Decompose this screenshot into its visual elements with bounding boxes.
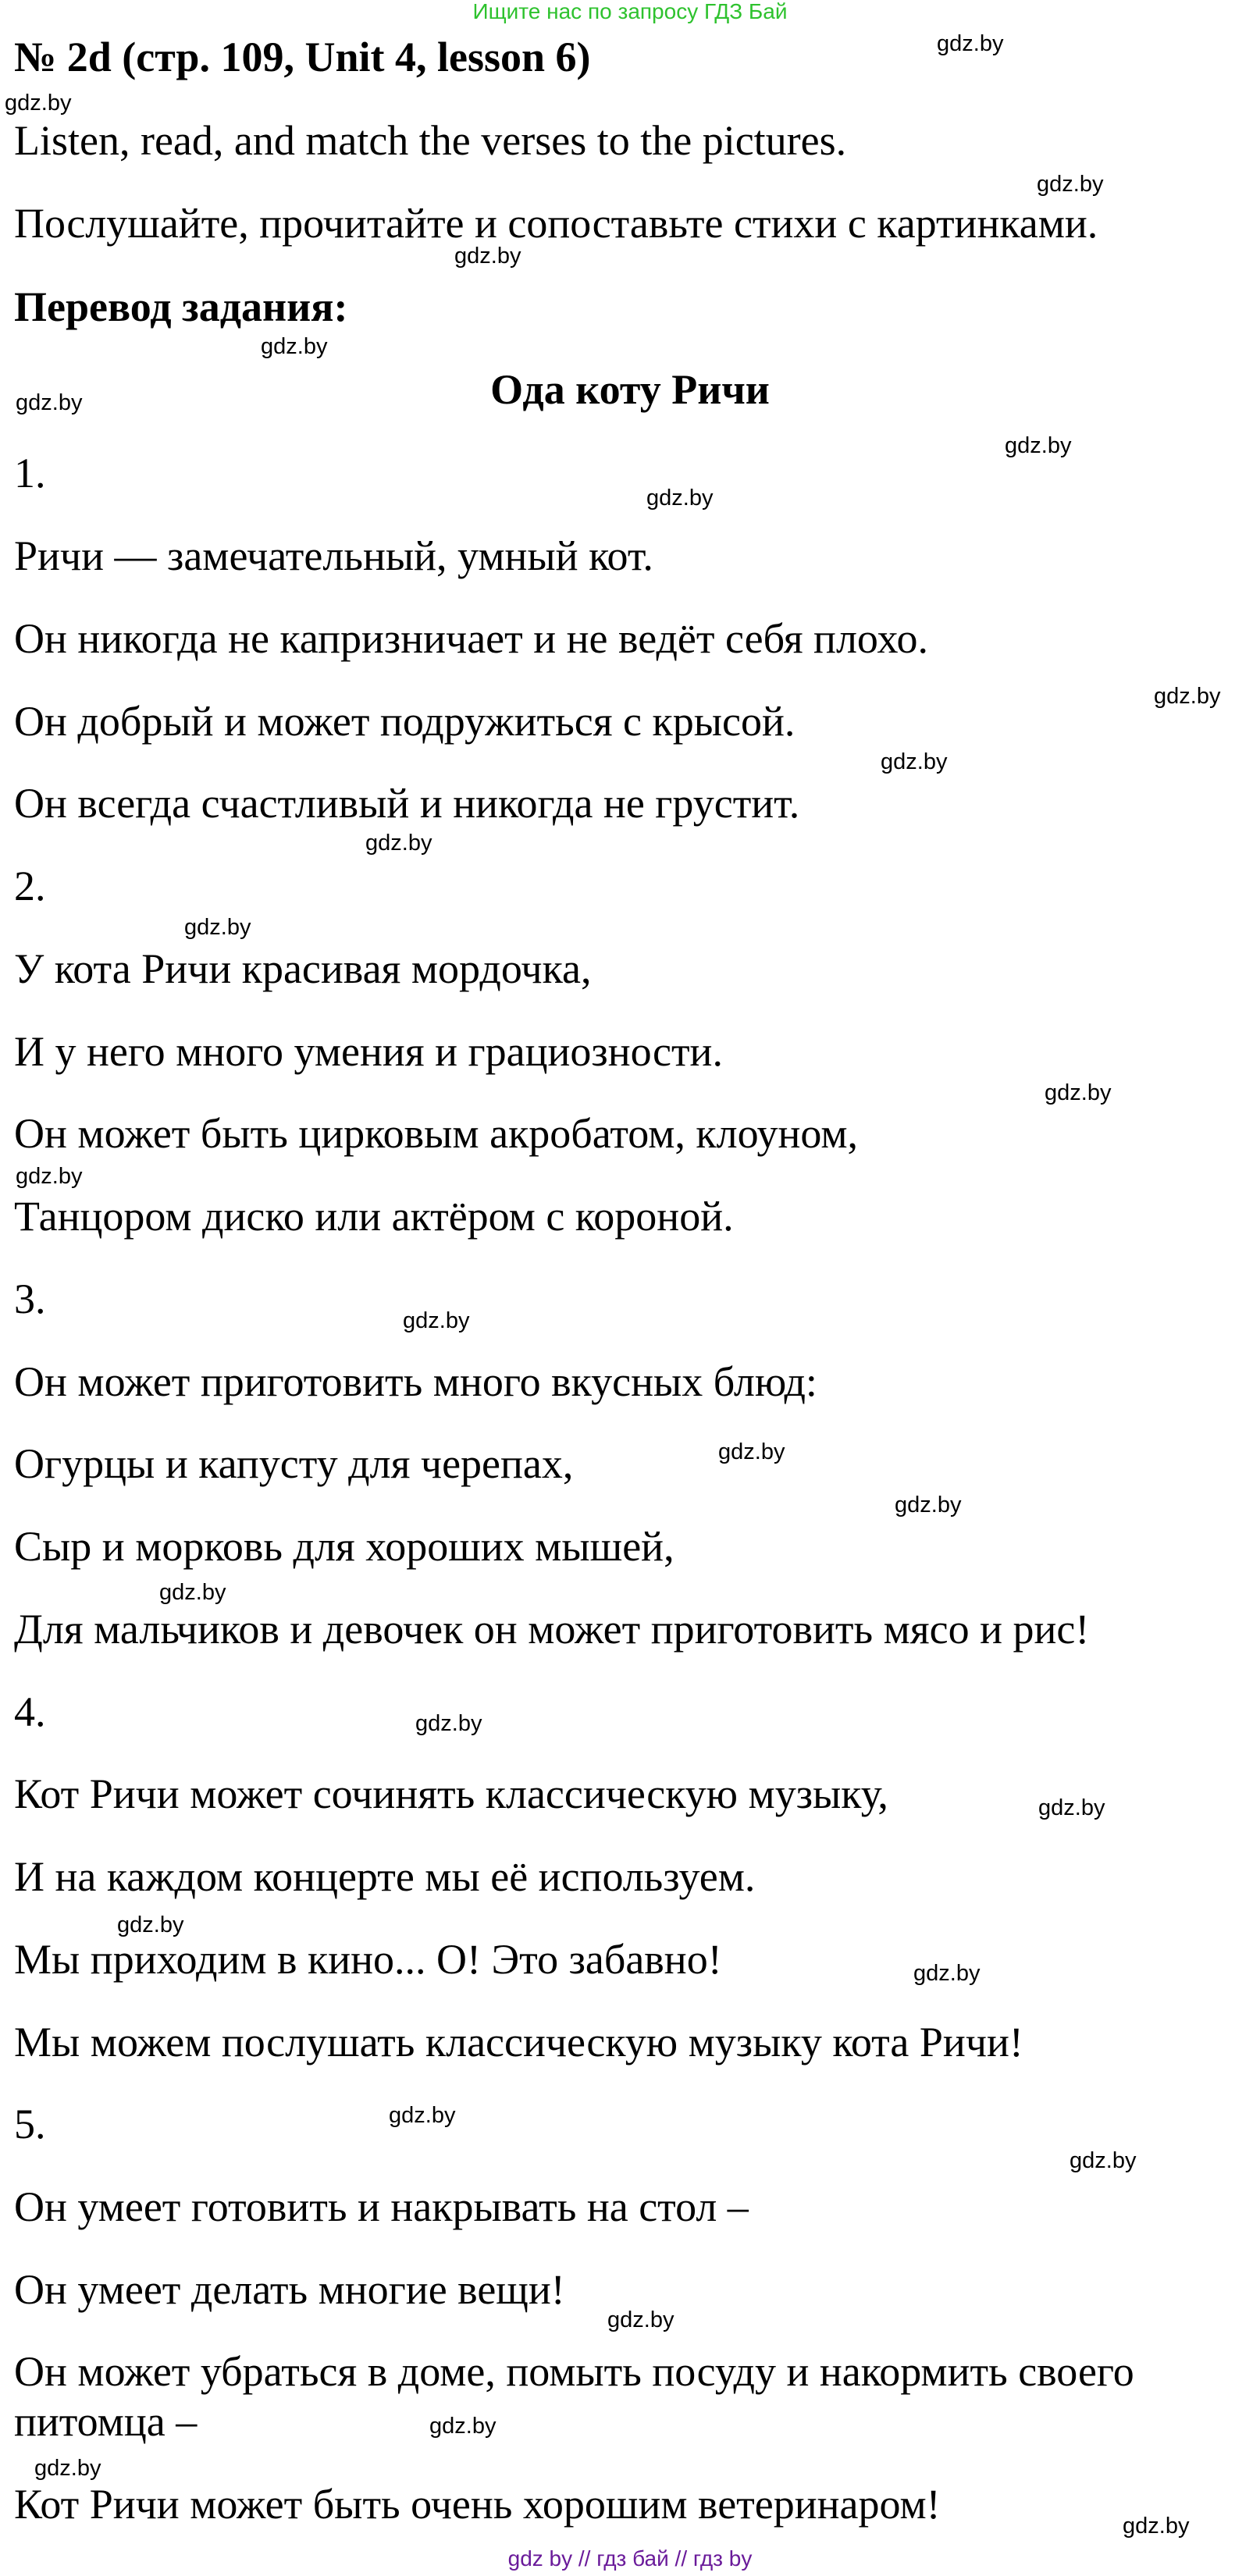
verse-5-line-1: Он умеет готовить и накрывать на стол – [14,2183,749,2230]
verse-5-line-5: Кот Ричи может быть очень хорошим ветеринаром! [14,2481,941,2528]
instruction-russian: Послушайте, прочитайте и сопоставьте стихи с картинками. [14,200,1098,247]
watermark: gdz.by [718,1439,785,1464]
verse-3-line-1: Он может приготовить много вкусных блюд: [14,1358,817,1405]
watermark: gdz.by [1005,433,1072,458]
verse-5-line-2: Он умеет делать многие вещи! [14,2266,565,2313]
watermark: gdz.by [881,749,948,774]
watermark: gdz.by [607,2307,674,2332]
watermark: gdz.by [937,31,1004,56]
verse-4-line-4: Мы можем послушать классическую музыку кота Ричи! [14,2019,1023,2065]
watermark: gdz.by [34,2456,101,2481]
top-banner[interactable]: Ищите нас по запросу ГДЗ Бай [472,0,788,23]
watermark: gdz.by [365,831,432,856]
verse-3-line-4: Для мальчиков и девочек он может приготовить мясо и рис! [14,1606,1090,1653]
verse-4-line-2: И на каждом концерте мы её используем. [14,1853,756,1900]
watermark: gdz.by [16,1164,83,1189]
watermark: gdz.by [454,244,521,269]
watermark: gdz.by [159,1580,226,1605]
watermark: gdz.by [16,390,83,415]
exercise-heading: № 2d (стр. 109, Unit 4, lesson 6) [14,34,591,80]
footer-links[interactable]: gdz by // гдз бай // гдз by [507,2546,753,2571]
instruction-english: Listen, read, and match the verses to the pictures. [14,117,847,164]
verse-3-line-2: Огурцы и капусту для черепах, [14,1440,574,1487]
poem-title: Ода коту Ричи [490,366,770,413]
verse-2-line-1: У кота Ричи красивая мордочка, [14,945,592,992]
watermark: gdz.by [403,1308,470,1333]
verse-5-line-3: Он может убраться в доме, помыть посуду и накормить своего [14,2348,1134,2395]
watermark: gdz.by [1123,2514,1190,2539]
verse-1-line-1: Ричи — замечательный, умный кот. [14,532,653,579]
watermark: gdz.by [415,1711,482,1736]
verse-4-number: 4. [14,1688,46,1735]
watermark: gdz.by [117,1912,184,1937]
verse-2-line-3: Он может быть цирковым акробатом, клоуном, [14,1110,859,1157]
verse-2-line-4: Танцором диско или актёром с короной. [14,1193,734,1240]
verse-2-line-2: И у него много умения и грациозности. [14,1028,723,1075]
watermark: gdz.by [895,1493,962,1517]
watermark: gdz.by [913,1961,981,1986]
verse-1-line-2: Он никогда не капризничает и не ведёт себя плохо. [14,615,928,662]
watermark: gdz.by [1070,2148,1137,2173]
verse-3-line-3: Сыр и морковь для хороших мышей, [14,1523,674,1570]
watermark: gdz.by [389,2103,456,2128]
verse-1-line-4: Он всегда счастливый и никогда не грустит. [14,780,800,827]
verse-1-line-3: Он добрый и может подружиться с крысой. [14,698,796,745]
watermark: gdz.by [1038,1795,1105,1820]
watermark: gdz.by [1154,684,1221,709]
verse-4-line-3: Мы приходим в кино... О! Это забавно! [14,1936,722,1983]
verse-4-line-1: Кот Ричи может сочинять классическую музыку, [14,1770,888,1817]
verse-3-number: 3. [14,1276,46,1322]
verse-1-number: 1. [14,450,46,496]
verse-2-number: 2. [14,863,46,909]
verse-5-line-4: питомца – [14,2398,198,2445]
watermark: gdz.by [646,486,714,511]
watermark: gdz.by [429,2414,497,2439]
watermark: gdz.by [1045,1080,1112,1105]
watermark: gdz.by [1037,172,1104,197]
watermark: gdz.by [184,915,251,940]
translation-label: Перевод задания: [14,283,348,330]
watermark: gdz.by [5,91,72,116]
verse-5-number: 5. [14,2101,46,2147]
watermark: gdz.by [261,334,328,359]
